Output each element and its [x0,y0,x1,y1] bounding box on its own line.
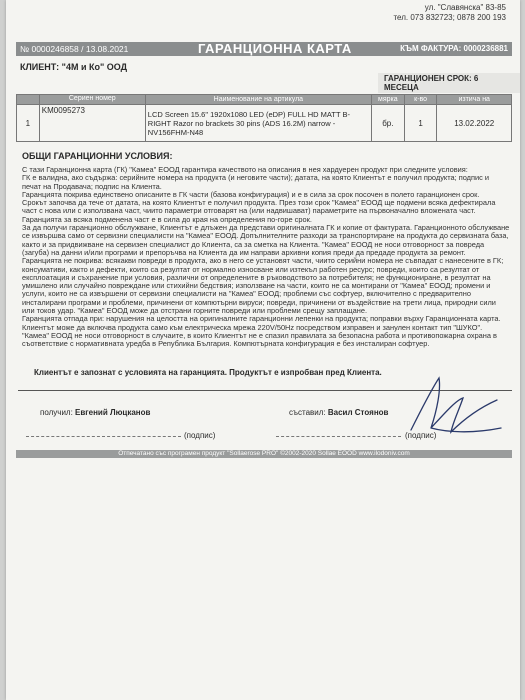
warranty-period: ГАРАНЦИОНЕН СРОК: 6 МЕСЕЦА [378,73,520,93]
condition-paragraph: Гаранцията покрива единствено описаните в ГК части (базова конфигурация) и е в сила за срок посочен в полето гаранционен срок. [22,189,480,199]
row-serial: KM0095273 [39,105,145,142]
invoice-reference: КЪМ ФАКТУРА: 0000236881 [400,44,508,53]
condition-paragraph: Срокът започва да тече от датата, на която Клиентът е получил продукта. През този срок "Камеа" ЕООД ще подмени всяка дефектирала част с нова или с използвана част, чиито параметри отговарят на (или надвишават) параметрите на първоначално вложената част. [22,198,496,216]
row-number: 1 [17,105,40,142]
condition-paragraph: Клиентът може да включва продукта само към електрическа мрежа 220V/50Hz посредством изправен и занулен контакт тип "ШУКО". [22,322,483,332]
issued-name: Васил Стоянов [327,408,389,417]
items-table [16,94,512,142]
client-row [20,62,127,72]
condition-paragraph: За да получи гаранционно обслужване, Клиентът е длъжен да представи оригиналната ГК и копие от фактурата. Гаранционното обслужване се извършва само от сервизни специалисти на "Камеа" ЕООД. Допълнителните разходи за транспортиране на продукта до сервизната база, както и за придвижване на сервизен специалист до Клиента, са за сметка на Клиента. "Камеа" ЕООД не носи отговорност за повреда (загуба) на данни и/или програми и препоръчва на Клиента да им направи архивни копия преди да предаде продукта за ремонт. [22,223,510,257]
received-name: Евгений Люцканов [75,408,151,417]
title-band [16,42,512,56]
document-number: № 0000246858 / 13.08.2021 [20,44,129,54]
condition-paragraph: "Камеа" ЕООД не носи отговорност в случаите, в които Клиентът не е спазил правилата за безопасна работа и противопожарна охрана в съответствие с нормативната уредба в Република България. Компютърната конфигурация е без инсталиран софтуер. [22,330,497,349]
row-expires: 13.02.2022 [437,105,512,142]
condition-paragraph: Гаранцията за всяка подменена част е в сила до края на определения по-горе срок. [22,214,312,224]
issued-label: съставил: [289,408,326,417]
document-title: ГАРАНЦИОННА КАРТА [198,41,352,56]
signature-caption-right: (подпис) [405,431,437,440]
row-quantity: 1 [404,105,437,142]
issued-by [289,408,388,417]
company-contact [393,3,506,23]
signature-line-left [26,436,181,437]
col-header-expires: изтича на [437,95,512,105]
client-name: "4М и Ко" ООД [61,62,128,72]
col-header-quantity: к-во [404,95,437,105]
conditions-title: ОБЩИ ГАРАНЦИОННИ УСЛОВИЯ: [22,151,173,161]
signature-caption-left: (подпис) [184,431,216,440]
table-row [17,105,512,142]
table-header-row [17,95,512,105]
client-label: КЛИЕНТ: [20,62,60,72]
col-header-unit: мярка [371,95,404,105]
condition-paragraph: Гаранцията не покрива: всякакви повреди в продукта, ако в него се установят части, чиито серийни номера не съвпадат с нанесените в ГК; консумативи, както и дефекти, които са резултат от нормално износване или изтекъл работен ресурс; повреди, които са резултат от експлоатация и съхранение при условия, различни от определените в ръководството за потребителя; не функциониране, в резултат на умишлено или случайно повреждане или стихийни бедствия; използване на части, които не са монтирани от "Камеа" ЕООД; промени и услуги, които не са извършени от сервизни специалисти на "Камеа" ЕООД; проблеми със софтуер, включително с предварително инсталирани програми и проблеми, причинени от компютърни вируси; повреди, причинени от въздействие на трети лица, природни сили или токов удар. "Камеа" ЕООД може да отстрани горните повреди или проблеми срещу заплащане. [22,256,504,316]
handwritten-signature [401,370,511,440]
col-header-number [17,95,40,105]
received-label: получил: [40,408,73,417]
contact-address: ул. "Славянска" 83-85 [424,3,506,12]
col-header-item-name: Наименование на артикула [145,95,371,105]
received-by [40,408,150,417]
condition-paragraph: Гаранцията отпада при: нарушения на целостта на оригиналните гаранционни лепенки на продукта; поправки върху Гаранционната карта. [22,314,501,324]
row-item-name: LCD Screen 15.6" 1920x1080 LED (eDP) FULL HD MATT B-RIGHT Razor no brackets 30 pins (ADS 16.2M) narrow - NV156FHM-N48 [145,105,371,142]
warranty-card-page [6,0,520,700]
condition-paragraph: С тази Гаранционна карта (ГК) "Камеа" ЕООД гарантира качеството на описания в нея хардуерен продукт при следните условия: [22,165,468,174]
condition-paragraph: ГК е валидна, ако съдържа: серийните номера на продукта (и неговите части); датата, на която Клиентът е получил продукта; подпис и печат на Продавача; подпис на Клиента. [22,173,489,191]
conditions-text [22,166,510,349]
contact-phone: тел. 073 832723; 0878 200 193 [393,13,506,22]
signature-line-right [276,436,401,437]
acceptance-statement: Клиентът е запознат с условията на гаранцията. Продуктът е изпробван пред Клиента. [34,368,382,377]
row-unit: бр. [371,105,404,142]
col-header-serial: Сериен номер [39,95,145,105]
footer-bar: Отпечатано със програмен продукт "Sollaerose PRO" ©2002-2020 Sollae EOOD www.ilodoniv.com [16,450,512,458]
